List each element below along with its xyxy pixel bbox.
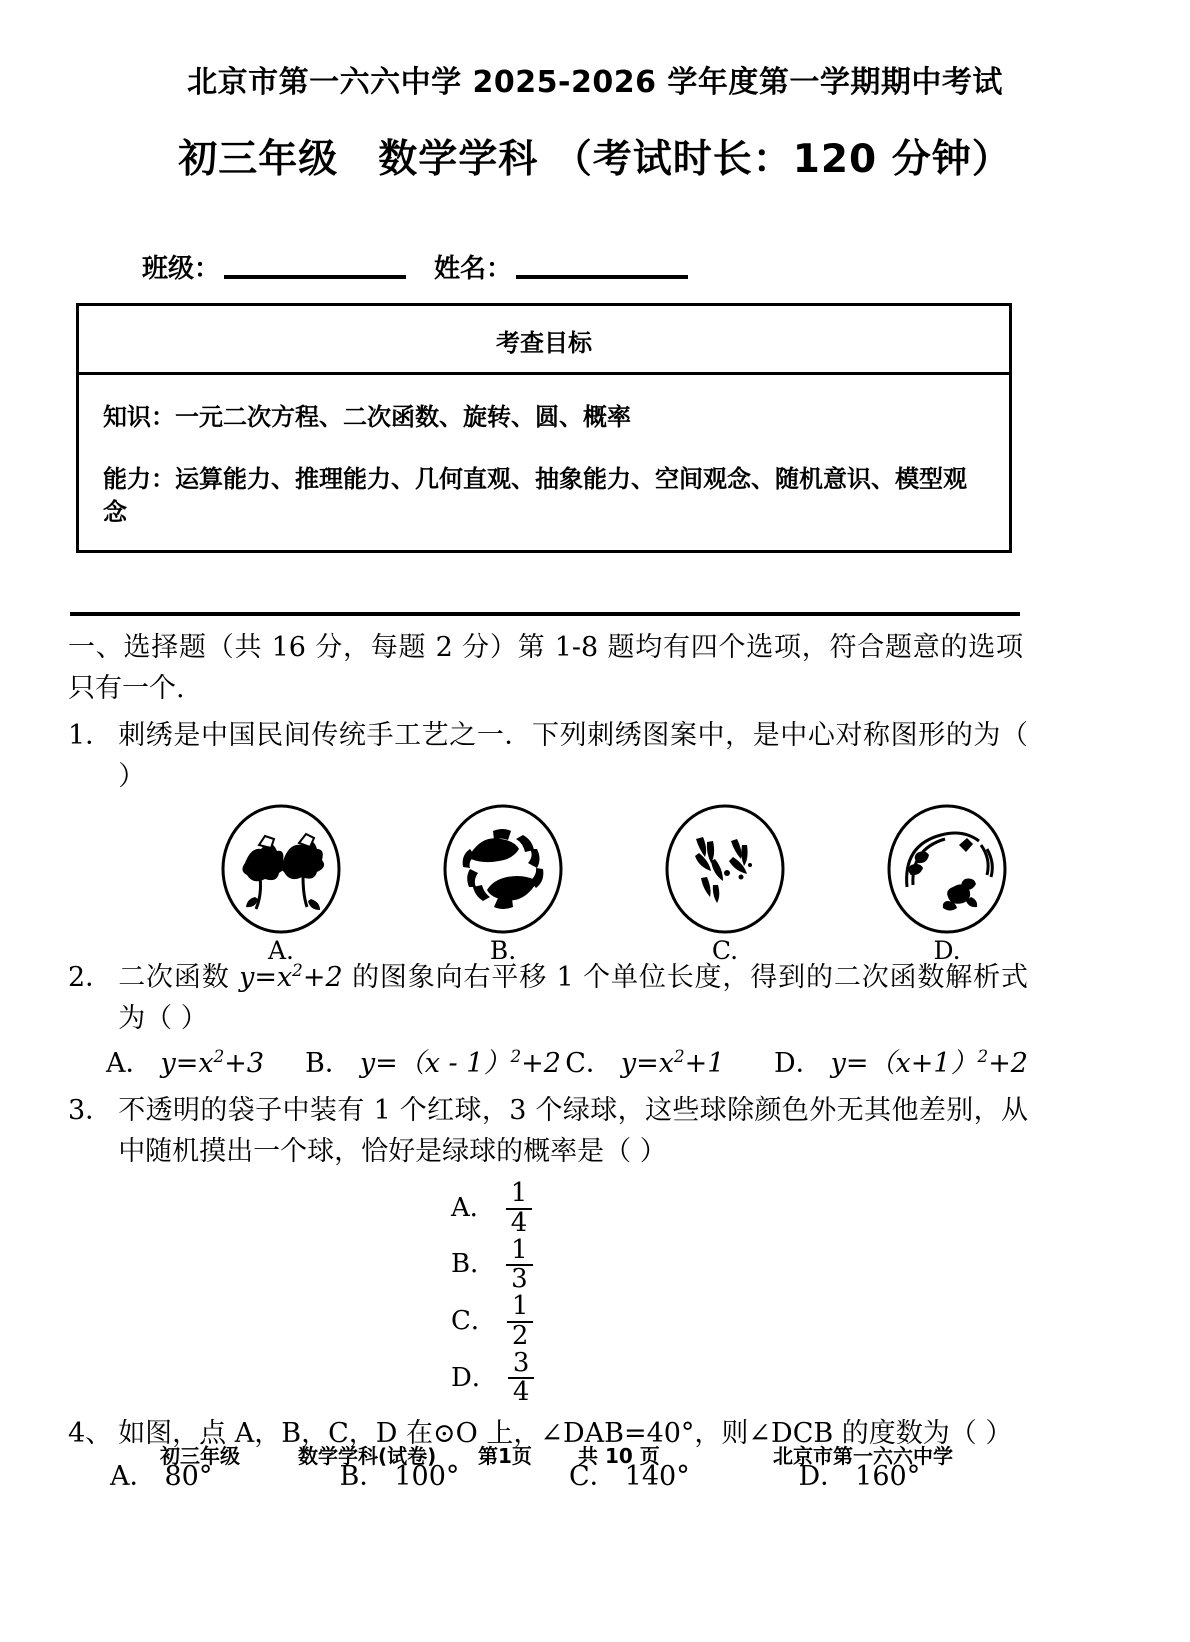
option-label: D． [798, 1460, 848, 1492]
objectives-box [76, 303, 1012, 553]
option-value: $y=(x+1)^2+2$ [830, 1046, 1028, 1080]
question-3-option-b[interactable] [451, 1234, 691, 1295]
question-3-options [70, 1180, 1030, 1406]
question-1-label-a: A. [267, 936, 294, 966]
name-label: 姓名： [434, 254, 513, 284]
option-value: 80° [164, 1460, 213, 1492]
footer-total-pages: 共 10 页 [578, 1444, 660, 1468]
fraction [506, 1180, 533, 1237]
question-1-text: 刺绣是中国民间传统手工艺之一．下列刺绣图案中，是中心对称图形的为（ ） [118, 720, 1028, 793]
page-subtitle: 初三年级 数学学科 （考试时长：120 分钟） [178, 137, 1012, 182]
footer-page-number: 第1页 [478, 1444, 532, 1468]
objectives-heading: 考查目标 [79, 306, 1009, 375]
footer-subject: 数学学科(试卷) [298, 1444, 437, 1468]
fraction [506, 1234, 533, 1295]
question-2-formula: $y=x^2+2$ [239, 960, 343, 994]
footer-grade: 初三年级 [160, 1444, 240, 1468]
question-2-option-d[interactable] [774, 1043, 1028, 1084]
option-label: B． [339, 1460, 387, 1492]
question-3 [68, 1090, 1028, 1172]
class-blank-field[interactable] [224, 274, 406, 279]
fraction-denominator: 3 [506, 1264, 533, 1293]
question-3-option-d[interactable] [451, 1350, 691, 1407]
objectives-knowledge: 知识：一元二次方程、二次函数、旋转、圆、概率 [103, 403, 631, 431]
option-value: $y=x^2+3$ [160, 1046, 265, 1080]
embroidery-ring-rotational-icon [433, 801, 573, 936]
section-divider [70, 612, 1020, 616]
objectives-ability: 能力：运算能力、推理能力、几何直观、抽象能力、空间观念、随机意识、模型观念 [103, 465, 967, 526]
question-2-text-part1: 二次函数 [118, 962, 240, 994]
question-4-text: 如图，点 A，B，C，D 在⊙O 上，∠DAB=40°，则∠DCB 的度数为（ ） [118, 1417, 1013, 1449]
question-2-option-c[interactable] [565, 1043, 774, 1084]
embroidery-crescent-branch-icon [877, 801, 1017, 936]
class-label: 班级： [142, 254, 221, 284]
question-2-number: 2． [68, 962, 113, 994]
question-1-option-c[interactable] [650, 801, 800, 970]
fraction-numerator: 1 [510, 1178, 528, 1209]
option-label: B． [451, 1249, 497, 1280]
fraction-denominator: 4 [508, 1377, 535, 1406]
option-value: 140° [624, 1460, 690, 1492]
option-label: A． [451, 1192, 496, 1223]
option-value: 160° [855, 1460, 921, 1492]
fraction [507, 1293, 534, 1350]
question-3-option-c[interactable] [451, 1293, 691, 1350]
option-label: C． [451, 1306, 497, 1337]
question-3-text: 不透明的袋子中装有 1 个红球，3 个绿球，这些球除颜色外无其他差别，从中随机摸出一个球，恰好是绿球的概率是（ ） [118, 1095, 1028, 1168]
option-label: B． [305, 1048, 352, 1080]
question-1-label-d: D. [933, 936, 961, 966]
section-heading: 一、选择题（共 16 分，每题 2 分）第 1-8 题均有四个选项，符合题意的选项只有一个. [68, 632, 1023, 704]
question-1-label-b: B. [489, 936, 517, 966]
question-2-text-part2: 的图象向右平移 1 个单位长度，得到的二次函数解析式为（ ） [118, 962, 1028, 1035]
question-1-label-c: C. [711, 936, 739, 966]
option-label: C． [569, 1460, 617, 1492]
question-2-options [68, 1043, 1028, 1084]
question-2-option-a[interactable] [106, 1043, 305, 1084]
option-value: $y=x^2+1$ [620, 1046, 725, 1080]
question-1-number: 1． [68, 720, 113, 751]
option-label: D． [451, 1362, 498, 1393]
fraction-denominator: 4 [506, 1208, 533, 1237]
fraction-numerator: 3 [512, 1348, 530, 1378]
question-1 [68, 715, 1028, 797]
question-1-option-d[interactable] [872, 801, 1022, 970]
embroidery-scattered-sprays-icon [655, 801, 795, 936]
question-1-option-a[interactable] [206, 801, 356, 970]
page-footer [160, 1440, 1040, 1469]
fraction-numerator: 1 [511, 1291, 529, 1322]
question-1-option-b[interactable] [428, 801, 578, 970]
option-label: D． [773, 1048, 823, 1080]
option-label: A． [106, 1048, 153, 1080]
name-blank-field[interactable] [516, 274, 688, 279]
fraction [508, 1350, 535, 1407]
fraction-numerator: 1 [511, 1234, 528, 1265]
page-title: 北京市第一六六中学 2025-2026 学年度第一学期期中考试 [187, 65, 1003, 100]
question-1-figures [128, 801, 1088, 966]
student-id-line [142, 248, 688, 285]
question-3-number: 3． [68, 1095, 113, 1127]
question-3-option-a[interactable] [451, 1180, 691, 1237]
option-label: C． [565, 1048, 613, 1080]
question-2-option-b[interactable] [305, 1043, 565, 1084]
fraction-denominator: 2 [507, 1321, 534, 1350]
embroidery-two-clusters-icon [211, 801, 351, 936]
exam-content [68, 628, 1128, 1497]
question-4-number: 4、 [68, 1417, 113, 1449]
footer-school: 北京市第一六六中学 [773, 1444, 953, 1468]
option-label: A． [110, 1460, 157, 1492]
option-value: y=（x - 1）$^2$+2 [359, 1046, 561, 1080]
objectives-body [79, 375, 1009, 550]
option-value: 100° [394, 1460, 460, 1492]
